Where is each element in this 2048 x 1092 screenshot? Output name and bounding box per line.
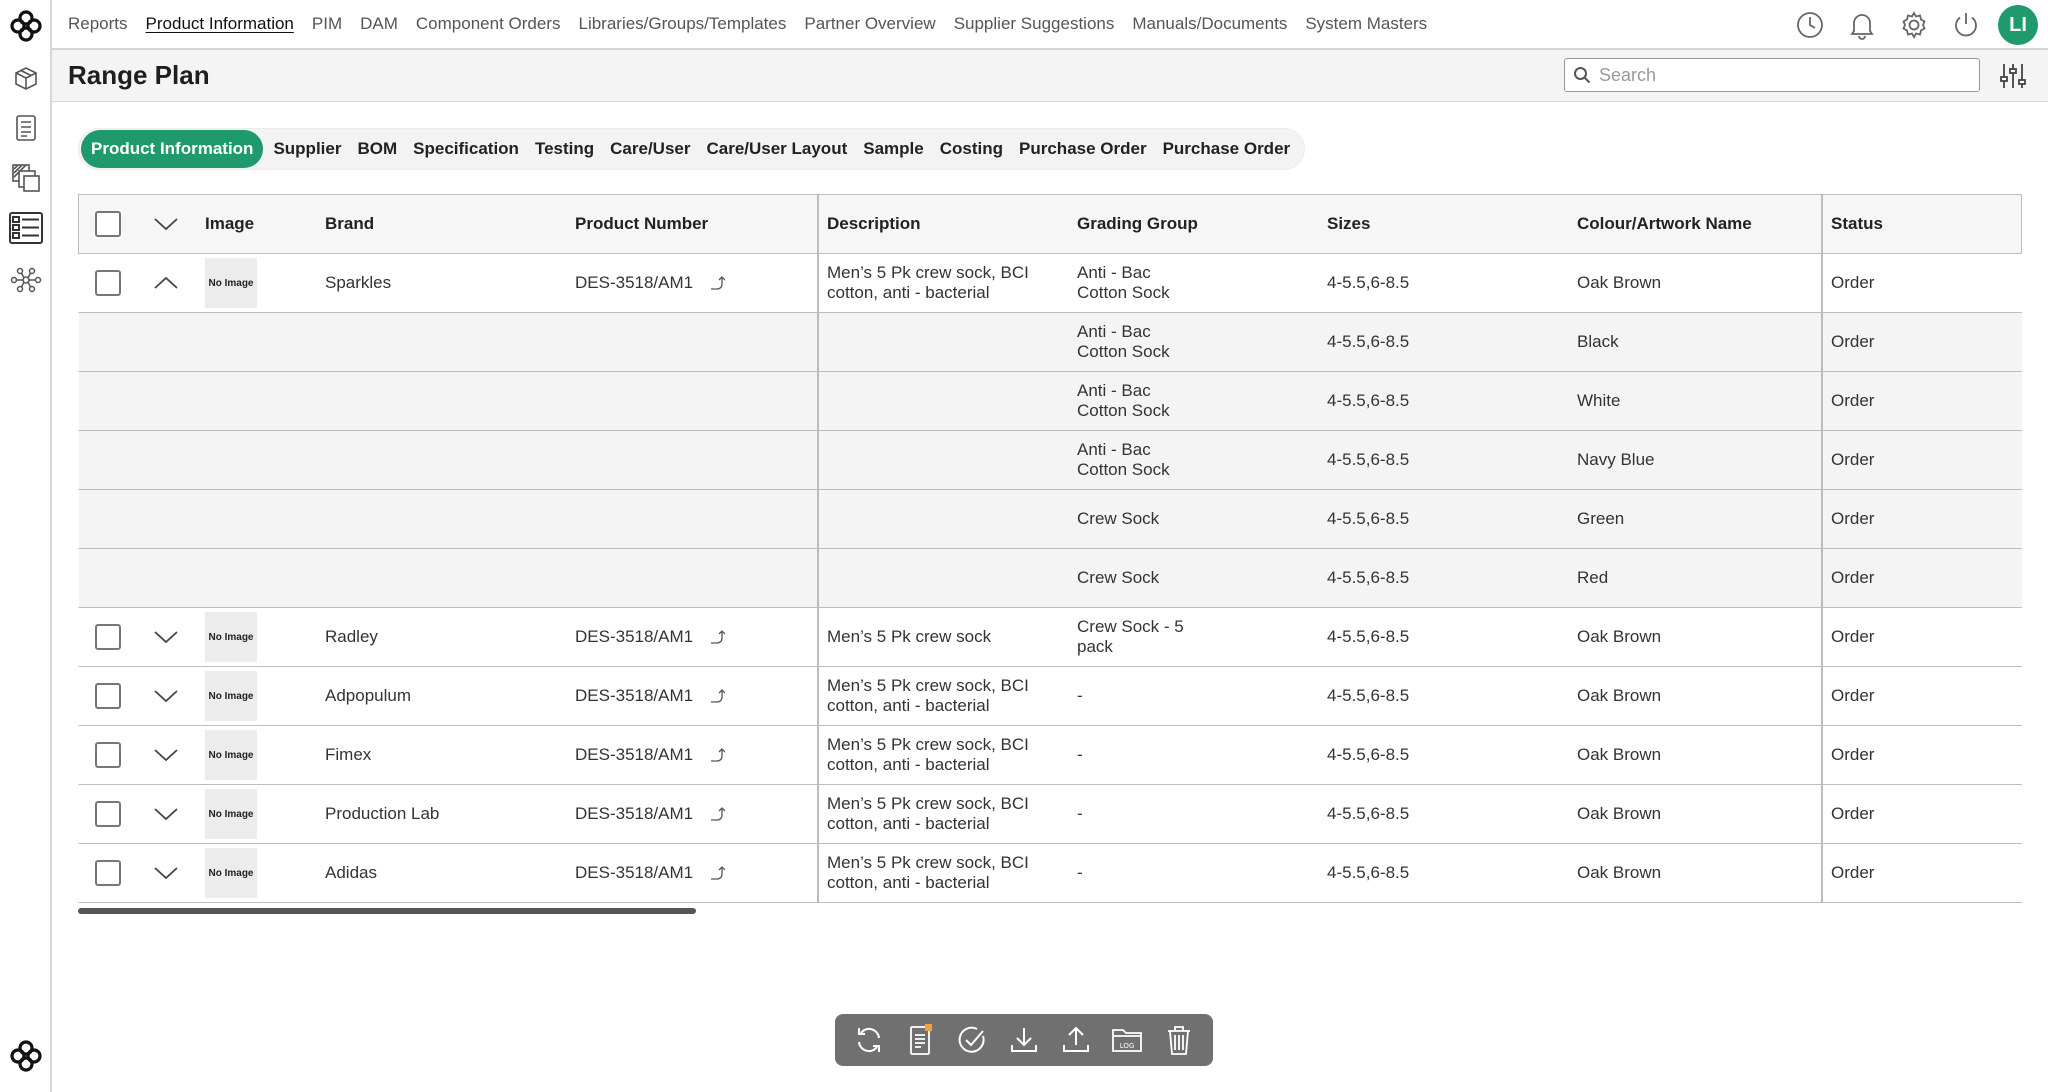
no-image-placeholder: No Image: [205, 848, 257, 898]
select-all-checkbox[interactable]: [95, 211, 121, 237]
table-row[interactable]: [78, 844, 2022, 903]
open-link-icon[interactable]: [709, 275, 725, 291]
description-cell: Men’s 5 Pk crew sock, BCI cotton, anti - bacterial: [827, 853, 1029, 892]
open-link-icon[interactable]: [709, 629, 725, 645]
status-cell: Order: [1831, 627, 1875, 646]
brand-cell: Production Lab: [325, 804, 440, 823]
nav-product-information[interactable]: Product Information: [145, 14, 294, 33]
download-icon[interactable]: [1005, 1021, 1043, 1059]
colour-cell: Oak Brown: [1577, 627, 1662, 646]
title-bar: [52, 50, 2048, 102]
left-rail: [0, 0, 52, 1092]
sizes-cell: 4-5.5,6-8.5: [1327, 450, 1410, 469]
status-cell: Order: [1831, 273, 1875, 292]
sizes-cell: 4-5.5,6-8.5: [1327, 686, 1410, 705]
grading-group-cell: -: [1077, 745, 1083, 764]
col-colour[interactable]: Colour/Artwork Name: [1577, 214, 1752, 233]
column-divider: [1821, 667, 1823, 725]
nav-libraries[interactable]: Libraries/Groups/Templates: [578, 14, 787, 33]
grading-group-cell: Anti - Bac Cotton Sock: [1077, 381, 1170, 420]
column-divider: [817, 608, 819, 666]
table-subrow[interactable]: [78, 549, 2022, 608]
product-number-cell: [575, 785, 725, 843]
column-divider: [817, 844, 819, 902]
sizes-cell: 4-5.5,6-8.5: [1327, 568, 1410, 587]
row-checkbox[interactable]: [95, 742, 121, 768]
status-cell: Order: [1831, 804, 1875, 823]
footer-logo-icon[interactable]: [8, 1038, 44, 1074]
col-sizes[interactable]: Sizes: [1327, 214, 1371, 233]
column-divider: [817, 431, 819, 489]
column-divider: [1821, 313, 1823, 371]
colour-cell: White: [1577, 391, 1621, 410]
sizes-cell: 4-5.5,6-8.5: [1327, 863, 1410, 882]
status-cell: Order: [1831, 391, 1875, 410]
description-cell: Men’s 5 Pk crew sock, BCI cotton, anti - bacterial: [827, 263, 1029, 302]
brand-cell: Adidas: [325, 863, 377, 882]
grading-group-cell: Crew Sock: [1077, 568, 1160, 587]
filter-sliders-icon[interactable]: [1996, 59, 2030, 93]
app-logo-icon[interactable]: [8, 8, 44, 44]
colour-cell: Oak Brown: [1577, 273, 1662, 292]
status-cell: Order: [1831, 745, 1875, 764]
column-divider: [817, 667, 819, 725]
nav-component-orders[interactable]: Component Orders: [415, 14, 561, 33]
product-number-cell: [575, 667, 725, 725]
column-divider: [1821, 490, 1823, 548]
sizes-cell: 4-5.5,6-8.5: [1327, 273, 1410, 292]
colour-cell: Black: [1577, 332, 1619, 351]
status-cell: Order: [1831, 863, 1875, 882]
sizes-cell: 4-5.5,6-8.5: [1327, 745, 1410, 764]
column-divider: [817, 490, 819, 548]
no-image-placeholder: No Image: [205, 789, 257, 839]
table-body: [78, 254, 2022, 903]
status-cell: Order: [1831, 509, 1875, 528]
description-cell: Men’s 5 Pk crew sock, BCI cotton, anti - bacterial: [827, 676, 1029, 715]
expand-all-chevron-icon[interactable]: [153, 195, 179, 253]
nav-reports[interactable]: Reports: [68, 14, 128, 33]
column-divider: [1821, 726, 1823, 784]
upload-icon[interactable]: [1057, 1021, 1095, 1059]
no-image-placeholder: No Image: [205, 258, 257, 308]
power-icon[interactable]: [1948, 7, 1984, 43]
tab-bom[interactable]: BOM: [357, 139, 398, 158]
col-brand[interactable]: Brand: [325, 214, 375, 233]
column-divider: [1821, 372, 1823, 430]
col-grading-group[interactable]: Grading Group: [1077, 214, 1198, 233]
trash-icon[interactable]: [1160, 1021, 1198, 1059]
table-subrow[interactable]: [78, 313, 2022, 372]
column-divider: [817, 313, 819, 371]
network-icon[interactable]: [8, 262, 44, 298]
brand-cell: Adpopulum: [325, 686, 412, 705]
settings-icon[interactable]: [1896, 7, 1932, 43]
collapse-chevron-icon[interactable]: [153, 254, 179, 312]
no-image-placeholder: No Image: [205, 612, 257, 662]
col-description[interactable]: Description: [827, 214, 921, 233]
status-cell: Order: [1831, 332, 1875, 351]
product-number-cell: [575, 726, 725, 784]
product-number-text: DES-3518/AM1: [575, 804, 694, 823]
status-cell: Order: [1831, 450, 1875, 469]
search-box[interactable]: [1564, 58, 1980, 92]
log-folder-icon[interactable]: [1108, 1021, 1146, 1059]
colour-cell: Oak Brown: [1577, 804, 1662, 823]
colour-cell: Oak Brown: [1577, 686, 1662, 705]
open-link-icon[interactable]: [709, 688, 725, 704]
row-checkbox[interactable]: [95, 624, 121, 650]
table-subrow[interactable]: [78, 490, 2022, 549]
colour-cell: Oak Brown: [1577, 745, 1662, 764]
bell-icon[interactable]: [1844, 7, 1880, 43]
notes-icon[interactable]: [902, 1021, 940, 1059]
table-row[interactable]: [78, 254, 2022, 313]
grading-group-cell: -: [1077, 804, 1083, 823]
tab-purchase-order-2[interactable]: Purchase Order: [1162, 139, 1291, 158]
tab-costing[interactable]: Costing: [939, 139, 1004, 158]
refresh-icon[interactable]: [850, 1021, 888, 1059]
open-link-icon[interactable]: [709, 747, 725, 763]
tab-purchase-order[interactable]: Purchase Order: [1019, 139, 1147, 158]
top-icons: [1776, 6, 2038, 44]
column-divider: [817, 726, 819, 784]
description-cell: Men’s 5 Pk crew sock, BCI cotton, anti - bacterial: [827, 735, 1029, 774]
list-view-icon[interactable]: [8, 210, 44, 246]
product-number-cell: [575, 608, 725, 666]
column-divider: [1821, 844, 1823, 902]
row-checkbox[interactable]: [95, 270, 121, 296]
colour-cell: Oak Brown: [1577, 863, 1662, 882]
no-image-placeholder: No Image: [205, 730, 257, 780]
nav-pim[interactable]: PIM: [311, 14, 343, 33]
colour-cell: Green: [1577, 509, 1625, 528]
column-divider: [1821, 785, 1823, 843]
column-divider: [1821, 608, 1823, 666]
nav-supplier-suggestions[interactable]: Supplier Suggestions: [953, 14, 1115, 33]
open-link-icon[interactable]: [709, 806, 725, 822]
col-image[interactable]: Image: [205, 214, 255, 233]
sizes-cell: 4-5.5,6-8.5: [1327, 509, 1410, 528]
user-avatar[interactable]: LI: [1998, 5, 2038, 45]
horizontal-scrollbar[interactable]: [78, 908, 696, 914]
product-number-text: DES-3518/AM1: [575, 627, 694, 646]
top-navigation: [52, 0, 2048, 50]
document-list-icon[interactable]: [8, 110, 44, 146]
tab-specification[interactable]: Specification: [413, 139, 519, 158]
expand-chevron-icon[interactable]: [153, 608, 179, 666]
search-input[interactable]: [1599, 65, 1959, 86]
expand-chevron-icon[interactable]: [153, 844, 179, 902]
grading-group-cell: Anti - Bac Cotton Sock: [1077, 322, 1170, 361]
approve-icon[interactable]: [953, 1021, 991, 1059]
range-plan-table: [78, 194, 2022, 903]
brand-cell: Radley: [325, 627, 378, 646]
bottom-toolbar: [835, 1014, 1213, 1066]
grading-group-cell: Anti - Bac Cotton Sock: [1077, 440, 1170, 479]
column-divider: [817, 195, 819, 253]
tab-bar: [78, 128, 1305, 170]
nav-partner-overview[interactable]: Partner Overview: [804, 14, 936, 33]
nav-system-masters[interactable]: System Masters: [1305, 14, 1428, 33]
table-subrow[interactable]: [78, 372, 2022, 431]
no-image-placeholder: No Image: [205, 671, 257, 721]
brand-cell: Sparkles: [325, 273, 392, 292]
column-divider: [1821, 195, 1823, 253]
table-row[interactable]: [78, 667, 2022, 726]
description-cell: Men’s 5 Pk crew sock: [827, 627, 992, 646]
history-icon[interactable]: [1792, 7, 1828, 43]
status-cell: Order: [1831, 686, 1875, 705]
description-cell: Men’s 5 Pk crew sock, BCI cotton, anti - bacterial: [827, 794, 1029, 833]
sizes-cell: 4-5.5,6-8.5: [1327, 332, 1410, 351]
nav-manuals-documents[interactable]: Manuals/Documents: [1132, 14, 1288, 33]
product-box-icon[interactable]: [8, 60, 44, 96]
nav-dam[interactable]: DAM: [360, 14, 398, 33]
column-divider: [817, 785, 819, 843]
table-row[interactable]: [78, 608, 2022, 667]
row-checkbox[interactable]: [95, 860, 121, 886]
grading-group-cell: Crew Sock - 5 pack: [1077, 617, 1184, 656]
grading-group-cell: Anti - Bac Cotton Sock: [1077, 263, 1170, 302]
col-status[interactable]: Status: [1831, 214, 1883, 233]
sizes-cell: 4-5.5,6-8.5: [1327, 391, 1410, 410]
column-divider: [817, 549, 819, 607]
table-row[interactable]: [78, 785, 2022, 844]
column-divider: [1821, 549, 1823, 607]
table-header: [78, 194, 2022, 254]
table-row[interactable]: [78, 726, 2022, 785]
open-link-icon[interactable]: [709, 865, 725, 881]
column-divider: [1821, 431, 1823, 489]
table-subrow[interactable]: [78, 431, 2022, 490]
row-checkbox[interactable]: [95, 801, 121, 827]
tab-sample[interactable]: Sample: [863, 139, 924, 158]
expand-chevron-icon[interactable]: [153, 667, 179, 725]
expand-chevron-icon[interactable]: [153, 785, 179, 843]
product-number-text: DES-3518/AM1: [575, 686, 694, 705]
search-icon: [1573, 66, 1591, 84]
column-divider: [817, 372, 819, 430]
sizes-cell: 4-5.5,6-8.5: [1327, 804, 1410, 823]
tab-supplier[interactable]: Supplier: [273, 139, 342, 158]
main-menu: [68, 0, 1445, 48]
grading-group-cell: Crew Sock: [1077, 509, 1160, 528]
status-cell: Order: [1831, 568, 1875, 587]
product-number-cell: [575, 844, 725, 902]
product-number-cell: [575, 254, 725, 312]
column-divider: [1821, 254, 1823, 312]
row-checkbox[interactable]: [95, 683, 121, 709]
colour-cell: Navy Blue: [1577, 450, 1655, 469]
product-number-text: DES-3518/AM1: [575, 745, 694, 764]
product-number-text: DES-3518/AM1: [575, 863, 694, 882]
tab-product-information[interactable]: Product Information: [81, 130, 263, 168]
column-divider: [817, 254, 819, 312]
expand-chevron-icon[interactable]: [153, 726, 179, 784]
sizes-cell: 4-5.5,6-8.5: [1327, 627, 1410, 646]
tab-testing[interactable]: Testing: [534, 139, 595, 158]
tab-care-user[interactable]: Care/User: [610, 139, 691, 158]
layers-icon[interactable]: [8, 160, 44, 196]
brand-cell: Fimex: [325, 745, 372, 764]
product-number-text: DES-3518/AM1: [575, 273, 694, 292]
colour-cell: Red: [1577, 568, 1609, 587]
grading-group-cell: -: [1077, 863, 1083, 882]
grading-group-cell: -: [1077, 686, 1083, 705]
col-product-number[interactable]: Product Number: [575, 214, 709, 233]
svg-text:LOG: LOG: [1120, 1042, 1135, 1050]
page-title: Range Plan: [68, 60, 210, 90]
tab-care-user-layout[interactable]: Care/User Layout: [706, 139, 848, 158]
